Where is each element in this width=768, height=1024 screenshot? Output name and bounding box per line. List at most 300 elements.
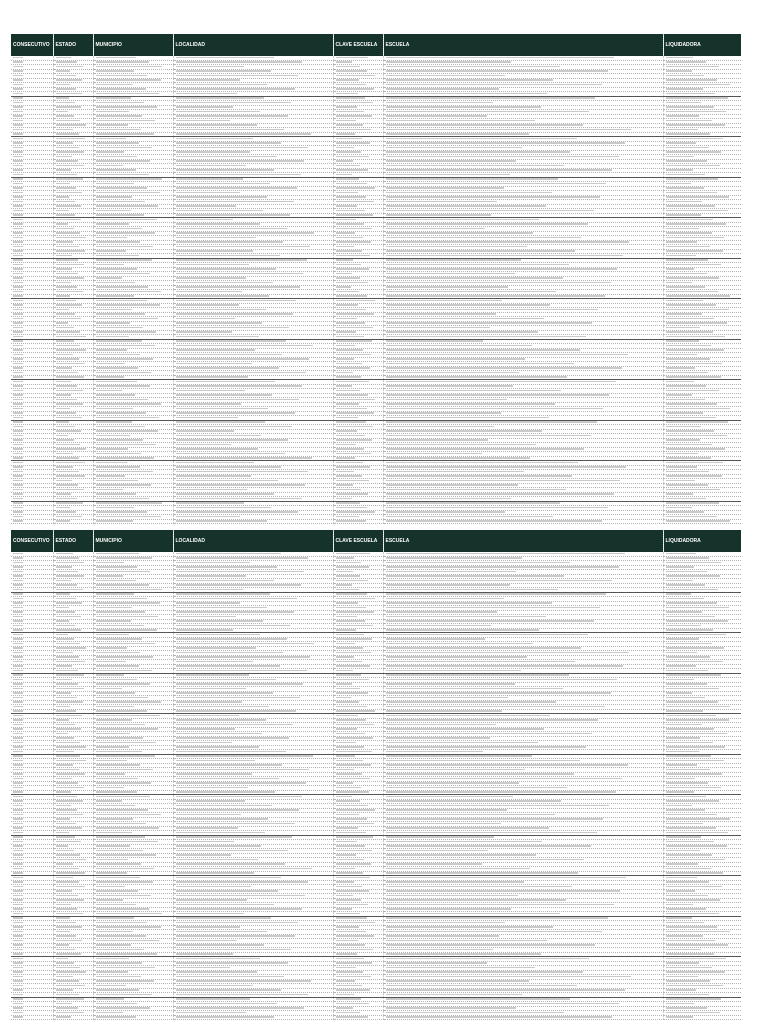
cell-text-placeholder bbox=[56, 899, 84, 901]
cell-text-placeholder bbox=[666, 647, 724, 649]
cell-text-placeholder bbox=[96, 354, 140, 356]
cell-text-placeholder bbox=[96, 935, 146, 937]
cell-text-placeholder bbox=[56, 147, 79, 149]
cell-text-placeholder bbox=[336, 989, 370, 991]
cell-text-placeholder bbox=[96, 940, 159, 942]
cell-text-placeholder bbox=[666, 462, 723, 464]
cell-text-placeholder bbox=[386, 742, 538, 744]
cell-text-placeholder bbox=[96, 562, 124, 564]
cell-text-placeholder bbox=[666, 84, 730, 86]
cell-text-placeholder bbox=[666, 75, 704, 77]
cell-text-placeholder bbox=[176, 147, 308, 149]
cell-text-placeholder bbox=[13, 832, 23, 834]
cell-text-placeholder bbox=[666, 670, 708, 672]
cell-text-placeholder bbox=[386, 886, 572, 888]
cell-text-placeholder bbox=[96, 498, 149, 500]
cell-text-placeholder bbox=[13, 232, 23, 234]
cell-text-placeholder bbox=[666, 890, 695, 892]
cell-text-placeholder bbox=[13, 953, 23, 955]
cell-text-placeholder bbox=[336, 800, 360, 802]
cell-text-placeholder bbox=[56, 683, 78, 685]
cell-text-placeholder bbox=[13, 102, 23, 104]
cell-text-placeholder bbox=[666, 926, 717, 928]
cell-text-placeholder bbox=[666, 268, 694, 270]
cell-text-placeholder bbox=[666, 372, 708, 374]
cell-text-placeholder bbox=[96, 850, 143, 852]
cell-text-placeholder bbox=[336, 886, 362, 888]
cell-text-placeholder bbox=[386, 1003, 619, 1005]
cell-text-placeholder bbox=[666, 679, 694, 681]
cell-text-placeholder bbox=[96, 868, 154, 870]
cell-text-placeholder bbox=[176, 557, 308, 559]
cell-text-placeholder bbox=[336, 557, 354, 559]
cell-text-placeholder bbox=[176, 953, 233, 955]
cell-text-placeholder bbox=[176, 327, 289, 329]
cell-text-placeholder bbox=[13, 692, 23, 694]
cell-text-placeholder bbox=[56, 1007, 78, 1009]
cell-text-placeholder bbox=[96, 466, 140, 468]
cell-text-placeholder bbox=[96, 88, 146, 90]
cell-text-placeholder bbox=[176, 980, 311, 982]
cell-text-placeholder bbox=[96, 823, 146, 825]
cell-text-placeholder bbox=[176, 868, 312, 870]
cell-text-placeholder bbox=[666, 571, 707, 573]
cell-text-placeholder bbox=[176, 70, 271, 72]
cell-text-placeholder bbox=[336, 516, 359, 518]
cell-text-placeholder bbox=[176, 232, 314, 234]
cell-text-placeholder bbox=[13, 255, 23, 257]
cell-text-placeholder bbox=[336, 737, 373, 739]
cell-text-placeholder bbox=[96, 502, 162, 504]
cell-text-placeholder bbox=[666, 634, 726, 636]
cell-text-placeholder bbox=[336, 647, 363, 649]
cell-text-placeholder bbox=[176, 160, 304, 162]
cell-text-placeholder bbox=[336, 291, 359, 293]
cell-text-placeholder bbox=[56, 264, 84, 266]
cell-text-placeholder bbox=[96, 421, 132, 423]
cell-text-placeholder bbox=[13, 625, 23, 627]
cell-text-placeholder bbox=[13, 800, 23, 802]
cell-text-placeholder bbox=[336, 796, 352, 798]
cell-text-placeholder bbox=[96, 115, 142, 117]
cell-text-placeholder bbox=[386, 553, 625, 555]
cell-text-placeholder bbox=[13, 75, 23, 77]
cell-text-placeholder bbox=[56, 908, 77, 910]
cell-text-placeholder bbox=[96, 571, 150, 573]
cell-text-placeholder bbox=[56, 994, 79, 996]
cell-text-placeholder bbox=[666, 376, 721, 378]
cell-text-placeholder bbox=[336, 778, 370, 780]
cell-text-placeholder bbox=[96, 331, 156, 333]
cell-text-placeholder bbox=[13, 845, 23, 847]
cell-text-placeholder bbox=[96, 931, 133, 933]
cell-text-placeholder bbox=[666, 111, 726, 113]
cell-text-placeholder bbox=[336, 571, 353, 573]
cell-text-placeholder bbox=[56, 926, 82, 928]
cell-text-placeholder bbox=[13, 593, 23, 595]
cell-text-placeholder bbox=[13, 484, 23, 486]
cell-text-placeholder bbox=[336, 625, 373, 627]
cell-text-placeholder bbox=[666, 881, 709, 883]
cell-text-placeholder bbox=[336, 854, 356, 856]
cell-text-placeholder bbox=[176, 156, 277, 158]
cell-text-placeholder bbox=[666, 250, 723, 252]
cell-text-placeholder bbox=[96, 336, 129, 338]
cell-text-placeholder bbox=[13, 859, 23, 861]
cell-text-placeholder bbox=[56, 228, 74, 230]
cell-text-placeholder bbox=[336, 79, 359, 81]
cell-text-placeholder bbox=[336, 93, 358, 95]
cell-text-placeholder bbox=[386, 120, 535, 122]
cell-text-placeholder bbox=[13, 611, 23, 613]
cell-text-placeholder bbox=[56, 394, 71, 396]
cell-text-placeholder bbox=[176, 809, 299, 811]
cell-text-placeholder bbox=[336, 237, 363, 239]
cell-text-placeholder bbox=[336, 66, 360, 68]
cell-text-placeholder bbox=[336, 300, 375, 302]
cell-text-placeholder bbox=[666, 201, 702, 203]
cell-text-placeholder bbox=[386, 751, 483, 753]
cell-text-placeholder bbox=[666, 760, 724, 762]
cell-text-placeholder bbox=[56, 989, 73, 991]
cell-text-placeholder bbox=[13, 111, 23, 113]
cell-text-placeholder bbox=[56, 701, 83, 703]
cell-text-placeholder bbox=[666, 475, 722, 477]
cell-text-placeholder bbox=[336, 457, 355, 459]
cell-text-placeholder bbox=[386, 151, 570, 153]
cell-text-placeholder bbox=[336, 471, 354, 473]
cell-text-placeholder bbox=[336, 318, 357, 320]
cell-text-placeholder bbox=[56, 728, 81, 730]
cell-text-placeholder bbox=[56, 575, 84, 577]
cell-text-placeholder bbox=[56, 823, 76, 825]
column-header: LIQUIDADORA bbox=[663, 34, 741, 56]
cell-text-placeholder bbox=[96, 403, 161, 405]
cell-text-placeholder bbox=[336, 367, 370, 369]
cell-text-placeholder bbox=[56, 854, 80, 856]
cell-text-placeholder bbox=[176, 665, 280, 667]
cell-text-placeholder bbox=[176, 688, 246, 690]
cell-text-placeholder bbox=[56, 408, 70, 410]
cell-text-placeholder bbox=[56, 814, 83, 816]
cell-text-placeholder bbox=[666, 484, 708, 486]
cell-text-placeholder bbox=[386, 832, 597, 834]
cell-text-placeholder bbox=[56, 399, 77, 401]
cell-text-placeholder bbox=[96, 976, 141, 978]
cell-text-placeholder bbox=[13, 760, 23, 762]
cell-text-placeholder bbox=[666, 516, 717, 518]
cell-text-placeholder bbox=[386, 250, 575, 252]
cell-text-placeholder bbox=[56, 111, 68, 113]
cell-text-placeholder bbox=[336, 142, 370, 144]
cell-text-placeholder bbox=[56, 980, 79, 982]
table-cell bbox=[383, 519, 663, 524]
cell-text-placeholder bbox=[386, 403, 555, 405]
cell-text-placeholder bbox=[56, 430, 81, 432]
cell-text-placeholder bbox=[13, 462, 23, 464]
cell-text-placeholder bbox=[336, 782, 353, 784]
cell-text-placeholder bbox=[13, 719, 23, 721]
cell-text-placeholder bbox=[386, 620, 594, 622]
cell-text-placeholder bbox=[56, 309, 69, 311]
cell-text-placeholder bbox=[176, 832, 265, 834]
cell-text-placeholder bbox=[336, 111, 364, 113]
cell-text-placeholder bbox=[336, 426, 373, 428]
cell-text-placeholder bbox=[176, 201, 294, 203]
cell-text-placeholder bbox=[336, 70, 367, 72]
cell-text-placeholder bbox=[666, 656, 710, 658]
cell-text-placeholder bbox=[13, 507, 23, 509]
cell-text-placeholder bbox=[13, 241, 23, 243]
cell-text-placeholder bbox=[386, 701, 556, 703]
cell-text-placeholder bbox=[336, 322, 365, 324]
cell-text-placeholder bbox=[13, 385, 23, 387]
cell-text-placeholder bbox=[13, 412, 23, 414]
cell-text-placeholder bbox=[96, 102, 144, 104]
cell-text-placeholder bbox=[336, 394, 368, 396]
cell-text-placeholder bbox=[336, 661, 362, 663]
cell-text-placeholder bbox=[13, 358, 23, 360]
cell-text-placeholder bbox=[176, 511, 298, 513]
cell-text-placeholder bbox=[176, 66, 244, 68]
cell-text-placeholder bbox=[666, 922, 704, 924]
cell-text-placeholder bbox=[336, 575, 360, 577]
cell-text-placeholder bbox=[176, 931, 267, 933]
table-cell bbox=[93, 1015, 173, 1020]
cell-text-placeholder bbox=[386, 309, 598, 311]
cell-text-placeholder bbox=[336, 174, 352, 176]
cell-text-placeholder bbox=[176, 926, 240, 928]
cell-text-placeholder bbox=[176, 760, 255, 762]
cell-text-placeholder bbox=[386, 435, 591, 437]
cell-text-placeholder bbox=[386, 841, 542, 843]
cell-text-placeholder bbox=[336, 877, 370, 879]
cell-text-placeholder bbox=[336, 282, 368, 284]
cell-text-placeholder bbox=[96, 282, 135, 284]
cell-text-placeholder bbox=[336, 399, 375, 401]
cell-text-placeholder bbox=[56, 580, 71, 582]
cell-text-placeholder bbox=[56, 282, 71, 284]
table-cell bbox=[173, 519, 333, 524]
cell-text-placeholder bbox=[666, 643, 712, 645]
cell-text-placeholder bbox=[96, 683, 150, 685]
cell-text-placeholder bbox=[13, 448, 23, 450]
cell-text-placeholder bbox=[336, 363, 362, 365]
cell-text-placeholder bbox=[56, 629, 81, 631]
cell-text-placeholder bbox=[96, 692, 135, 694]
cell-text-placeholder bbox=[13, 584, 23, 586]
cell-text-placeholder bbox=[386, 228, 485, 230]
cell-text-placeholder bbox=[336, 607, 366, 609]
cell-text-placeholder bbox=[13, 755, 23, 757]
cell-text-placeholder bbox=[96, 589, 162, 591]
cell-text-placeholder bbox=[96, 480, 138, 482]
cell-text-placeholder bbox=[386, 868, 530, 870]
cell-text-placeholder bbox=[336, 809, 375, 811]
cell-text-placeholder bbox=[386, 683, 515, 685]
cell-text-placeholder bbox=[336, 259, 353, 261]
cell-text-placeholder bbox=[336, 962, 372, 964]
cell-text-placeholder bbox=[386, 372, 519, 374]
cell-text-placeholder bbox=[13, 345, 23, 347]
cell-text-placeholder bbox=[176, 277, 246, 279]
cell-text-placeholder bbox=[666, 629, 713, 631]
cell-text-placeholder bbox=[336, 124, 363, 126]
cell-text-placeholder bbox=[13, 417, 23, 419]
cell-text-placeholder bbox=[386, 183, 606, 185]
cell-text-placeholder bbox=[666, 363, 722, 365]
cell-text-placeholder bbox=[13, 430, 23, 432]
cell-text-placeholder bbox=[386, 629, 539, 631]
cell-text-placeholder bbox=[96, 778, 138, 780]
cell-text-placeholder bbox=[336, 228, 372, 230]
cell-text-placeholder bbox=[176, 836, 292, 838]
cell-text-placeholder bbox=[666, 367, 695, 369]
cell-text-placeholder bbox=[336, 156, 369, 158]
document-page-2 bbox=[11, 530, 741, 1020]
cell-text-placeholder bbox=[386, 827, 549, 829]
cell-text-placeholder bbox=[96, 439, 143, 441]
cell-text-placeholder bbox=[336, 417, 358, 419]
cell-text-placeholder bbox=[336, 832, 366, 834]
cell-text-placeholder bbox=[13, 295, 23, 297]
cell-text-placeholder bbox=[386, 643, 533, 645]
cell-text-placeholder bbox=[56, 755, 80, 757]
cell-text-placeholder bbox=[336, 949, 373, 951]
cell-text-placeholder bbox=[56, 493, 71, 495]
cell-text-placeholder bbox=[386, 165, 564, 167]
cell-text-placeholder bbox=[13, 435, 23, 437]
cell-text-placeholder bbox=[386, 764, 628, 766]
cell-text-placeholder bbox=[176, 318, 235, 320]
cell-text-placeholder bbox=[336, 922, 375, 924]
cell-text-placeholder bbox=[336, 697, 351, 699]
cell-text-placeholder bbox=[666, 466, 697, 468]
cell-text-placeholder bbox=[666, 773, 722, 775]
cell-text-placeholder bbox=[666, 165, 720, 167]
cell-text-placeholder bbox=[176, 439, 288, 441]
cell-text-placeholder bbox=[176, 237, 256, 239]
cell-text-placeholder bbox=[56, 106, 81, 108]
cell-text-placeholder bbox=[56, 859, 86, 861]
cell-text-placeholder bbox=[13, 782, 23, 784]
cell-text-placeholder bbox=[176, 444, 231, 446]
cell-text-placeholder bbox=[13, 652, 23, 654]
cell-text-placeholder bbox=[666, 755, 711, 757]
cell-text-placeholder bbox=[56, 439, 74, 441]
cell-text-placeholder bbox=[176, 571, 304, 573]
cell-text-placeholder bbox=[386, 111, 589, 113]
cell-text-placeholder bbox=[96, 462, 127, 464]
cell-text-placeholder bbox=[96, 859, 128, 861]
cell-text-placeholder bbox=[96, 652, 140, 654]
cell-text-placeholder bbox=[56, 706, 70, 708]
cell-text-placeholder bbox=[386, 800, 561, 802]
cell-text-placeholder bbox=[176, 922, 298, 924]
cell-text-placeholder bbox=[666, 616, 715, 618]
cell-text-placeholder bbox=[666, 273, 707, 275]
cell-text-placeholder bbox=[666, 70, 692, 72]
cell-text-placeholder bbox=[96, 949, 144, 951]
cell-text-placeholder bbox=[13, 661, 23, 663]
cell-text-placeholder bbox=[56, 129, 73, 131]
table-row bbox=[11, 1015, 741, 1020]
cell-text-placeholder bbox=[176, 246, 310, 248]
cell-text-placeholder bbox=[336, 764, 371, 766]
cell-text-placeholder bbox=[56, 102, 75, 104]
cell-text-placeholder bbox=[666, 998, 721, 1000]
cell-text-placeholder bbox=[666, 697, 705, 699]
cell-text-placeholder bbox=[56, 165, 84, 167]
cell-text-placeholder bbox=[13, 967, 23, 969]
cell-text-placeholder bbox=[96, 620, 131, 622]
cell-text-placeholder bbox=[56, 502, 83, 504]
cell-text-placeholder bbox=[666, 205, 715, 207]
cell-text-placeholder bbox=[96, 913, 162, 915]
cell-text-placeholder bbox=[666, 340, 699, 342]
cell-text-placeholder bbox=[56, 255, 72, 257]
cell-text-placeholder bbox=[13, 376, 23, 378]
cell-text-placeholder bbox=[13, 670, 23, 672]
cell-text-placeholder bbox=[666, 949, 701, 951]
cell-text-placeholder bbox=[13, 354, 23, 356]
cell-text-placeholder bbox=[56, 327, 74, 329]
cell-text-placeholder bbox=[56, 349, 86, 351]
cell-text-placeholder bbox=[96, 156, 137, 158]
cell-text-placeholder bbox=[386, 854, 536, 856]
cell-text-placeholder bbox=[176, 264, 249, 266]
cell-text-placeholder bbox=[56, 484, 78, 486]
cell-text-placeholder bbox=[176, 823, 295, 825]
cell-text-placeholder bbox=[56, 138, 85, 140]
cell-text-placeholder bbox=[56, 836, 75, 838]
cell-text-placeholder bbox=[386, 566, 619, 568]
cell-text-placeholder bbox=[336, 814, 359, 816]
cell-text-placeholder bbox=[666, 286, 705, 288]
cell-text-placeholder bbox=[96, 313, 145, 315]
cell-text-placeholder bbox=[13, 971, 23, 973]
cell-text-placeholder bbox=[56, 931, 70, 933]
cell-text-placeholder bbox=[176, 421, 265, 423]
cell-text-placeholder bbox=[96, 169, 136, 171]
cell-text-placeholder bbox=[666, 295, 730, 297]
cell-text-placeholder bbox=[13, 309, 23, 311]
cell-text-placeholder bbox=[666, 971, 725, 973]
cell-text-placeholder bbox=[386, 214, 491, 216]
cell-text-placeholder bbox=[176, 466, 281, 468]
cell-text-placeholder bbox=[386, 733, 592, 735]
cell-text-placeholder bbox=[56, 652, 73, 654]
table-header-row bbox=[11, 530, 741, 552]
cell-text-placeholder bbox=[96, 575, 123, 577]
cell-text-placeholder bbox=[336, 511, 375, 513]
cell-text-placeholder bbox=[386, 169, 612, 171]
cell-text-placeholder bbox=[56, 313, 75, 315]
cell-text-placeholder bbox=[56, 363, 85, 365]
cell-text-placeholder bbox=[386, 264, 569, 266]
cell-text-placeholder bbox=[13, 187, 23, 189]
cell-text-placeholder bbox=[666, 692, 692, 694]
cell-text-placeholder bbox=[96, 616, 158, 618]
cell-text-placeholder bbox=[56, 733, 68, 735]
cell-text-placeholder bbox=[336, 192, 358, 194]
cell-text-placeholder bbox=[56, 187, 76, 189]
cell-text-placeholder bbox=[336, 908, 352, 910]
cell-text-placeholder bbox=[56, 611, 75, 613]
cell-text-placeholder bbox=[96, 566, 137, 568]
cell-text-placeholder bbox=[336, 985, 362, 987]
cell-text-placeholder bbox=[386, 498, 511, 500]
